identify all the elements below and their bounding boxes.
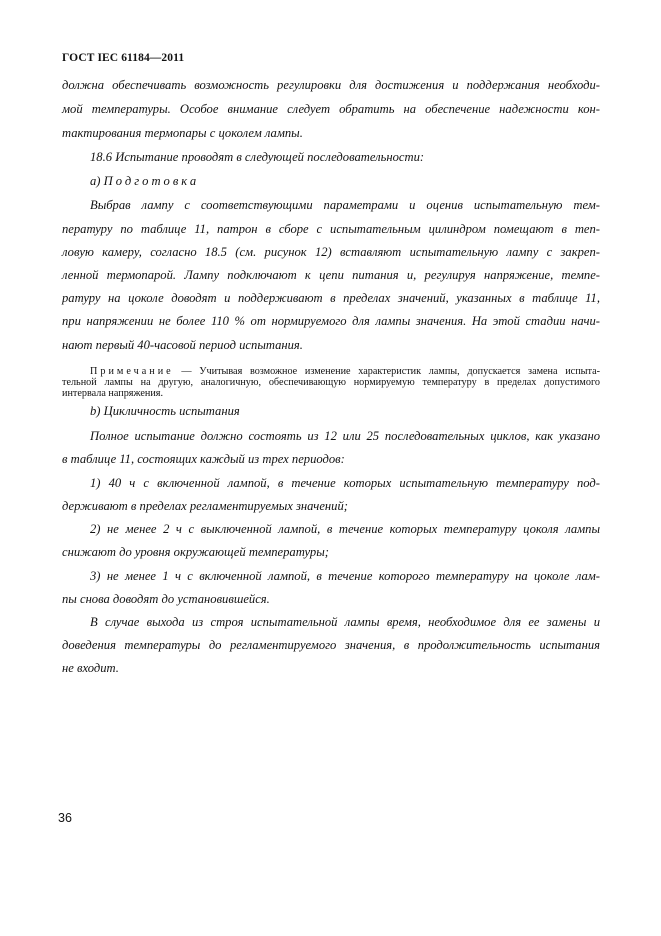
- paragraph-line: мой температуры. Особое внимание следует обратить на обеспечение надежности кон-: [62, 102, 600, 116]
- paragraph-line: Полное испытание должно состоять из 12 или 25 последовательных циклов, как указано: [90, 429, 600, 443]
- subheading-a-title: Подготовка: [103, 174, 200, 188]
- paragraph-line: ратуру на цоколе доводят и поддерживают в пределах значений, указанных в таблице 11,: [62, 291, 600, 305]
- page-number: 36: [58, 811, 72, 825]
- paragraph-line: В случае выхода из строя испытательной лампы время, необходимое для ее замены и: [90, 615, 600, 629]
- paragraph-line: пературу по таблице 11, патрон в сборе с испытательным цилиндром помещают в теп-: [62, 222, 600, 236]
- list-item-2: 2) не менее 2 ч с выключенной лампой, в течение которых температуру цоколя лампы: [90, 522, 600, 536]
- paragraph-line: Выбрав лампу с соответствующими параметрами и оценив испытательную тем-: [90, 198, 600, 212]
- paragraph-line: не входит.: [62, 661, 119, 675]
- list-item-3: 3) не менее 1 ч с включенной лампой, в течение которого температуру на цоколе лам-: [90, 569, 600, 583]
- paragraph-line: доведения температуры до регламентируемого значения, в продолжительность испытания: [62, 638, 600, 652]
- paragraph-line: должна обеспечивать возможность регулировки для достижения и поддержания необходи-: [62, 78, 600, 92]
- paragraph-line: тактирования термопары с цоколем лампы.: [62, 126, 303, 140]
- section-heading-18-6: 18.6 Испытание проводят в следующей последовательности:: [90, 150, 425, 164]
- note-text: — Учитывая возможное изменение характеристик лампы, допускается замена испыта-: [173, 366, 600, 377]
- list-item-1-cont: держивают в пределах регламентируемых значений;: [62, 499, 348, 513]
- list-item-3-cont: пы снова доводят до установившейся.: [62, 592, 270, 606]
- note-line: интервала напряжения.: [62, 388, 164, 399]
- subheading-a: [90, 174, 600, 188]
- paragraph-line: ловую камеру, согласно 18.5 (см. рисунок 12) вставляют испытательную лампу с закреп-: [62, 245, 600, 259]
- paragraph-line: при напряжении не более 110 % от нормируемого для лампы значения. На этой стадии начи-: [62, 314, 600, 328]
- paragraph-line: нают первый 40-часовой период испытания.: [62, 338, 303, 352]
- note-label: Примечание: [90, 366, 174, 377]
- subheading-a-marker: а): [90, 174, 104, 188]
- note-line: [90, 366, 600, 377]
- subheading-b: b) Цикличность испытания: [90, 404, 240, 418]
- note-line: тельной лампы на другую, аналогичную, обеспечивающую нормируемую температуру в пределах допустимого: [62, 377, 600, 388]
- document-header: ГОСТ IEC 61184—2011: [62, 52, 185, 64]
- paragraph-line: в таблице 11, состоящих каждый из трех периодов:: [62, 452, 345, 466]
- list-item-1: 1) 40 ч с включенной лампой, в течение которых испытательную температуру под-: [90, 476, 600, 490]
- list-item-2-cont: снижают до уровня окружающей температуры;: [62, 545, 329, 559]
- paragraph-line: ленной термопарой. Лампу подключают к цепи питания и, регулируя напряжение, темпе-: [62, 268, 600, 282]
